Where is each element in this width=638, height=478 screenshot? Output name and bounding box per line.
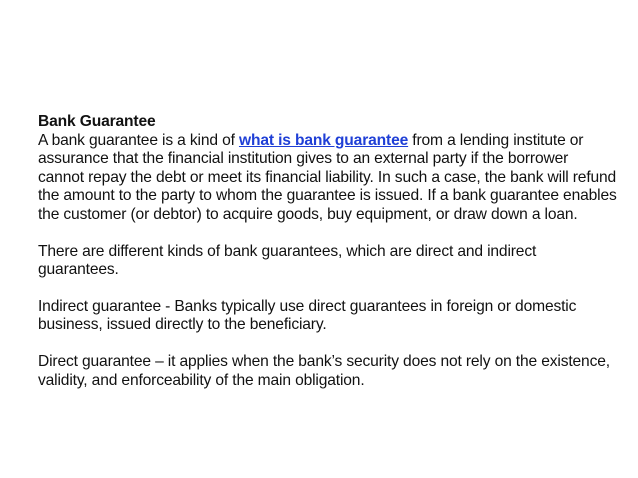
slide-heading: Bank Guarantee (38, 113, 156, 130)
paragraph-kinds: There are different kinds of bank guarantees, which are direct and indirect guarantees. (38, 242, 537, 279)
paragraph-definition-start: A bank guarantee is a kind of (38, 131, 239, 149)
paragraph-direct-guarantee: Direct guarantee – it applies when the bank’s security does not rely on the existence, validity, and enforceability of the main obligation. (38, 352, 610, 389)
paragraph-indirect-guarantee: Indirect guarantee - Banks typically use direct guarantees in foreign or domestic business, issued directly to the beneficiary. (38, 297, 577, 334)
what-is-bank-guarantee-link[interactable]: what is bank guarantee (238, 131, 409, 149)
paragraph-definition-rest: from a lending institute or assurance that the financial institution gives to an external party if the borrower cannot repay the debt or meet its financial liability. In such a case, the bank will refund the amount to the party to whom the guarantee is issued. If a bank guarantee enables the customer (or debtor) to acquire goods, buy equipment, or draw down a loan. (38, 131, 617, 223)
slide-content (38, 113, 618, 390)
paragraph-definition (38, 132, 618, 225)
